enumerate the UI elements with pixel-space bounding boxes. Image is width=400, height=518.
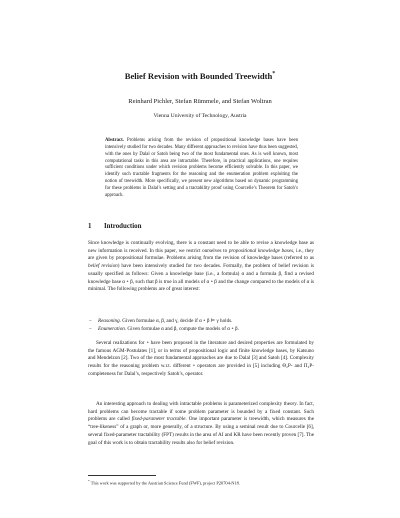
intro-paragraph-1 xyxy=(88,240,314,294)
intro-paragraph-2 xyxy=(88,340,314,379)
p1-text-c: , i.e., they are given by propositional formulae. Problems arising from the revision of knowledge bases (referred to as xyxy=(88,247,315,262)
footnote-mark: * xyxy=(88,479,90,483)
p2-text: Several realizations for ∘ have been proposed in the literature and desired properties are formulated by the famous AGM-Postulates [1], or in terms of propositional logic and finite knowledge bases, by Katsuno and Mendelzon [2]. Two of the most fundamental approaches are due to Dalal [3] and Satoh [4]. Complexity results for the reasoning problem w.r.t. different ∘ operators are provided in [5] including Θ₂P- and Π₂P-completeness for Dalal’s, respectively Satoh’s, operator. xyxy=(88,340,314,377)
title-footnote-mark: * xyxy=(272,71,276,77)
footnote-text: This work was supported by the Austrian Science Fund (FWF), project P20704-N18. xyxy=(89,480,240,486)
list-item-reasoning xyxy=(88,318,314,326)
bullet-dash: – xyxy=(89,318,92,324)
abstract xyxy=(105,138,298,200)
problem-list xyxy=(88,318,314,333)
affiliation: Vienna University of Technology, Austria xyxy=(153,113,247,119)
author-list: Reinhard Pichler, Stefan Rümmele, and Stefan Woltran xyxy=(128,98,272,105)
section-title: Introduction xyxy=(104,223,142,230)
p3-emph-fpt: fixed-parameter tractable xyxy=(131,416,186,423)
p1-text-e: ) have been intensively studied for two decades. Formally, the problem of belief revision is usually specified as follows: Given a knowledge base (i.e., a formula) α and a formula β, find a revised knowledge base α ∘ β, such that β is true in all models of α ∘ β and the change compared to the models of α is minimal. The following problems are of great interest: xyxy=(88,263,315,293)
section-heading xyxy=(88,222,141,231)
p3-text-a: An interesting approach to dealing with intractable problems is parameterized complexity theory. In fact, hard problems can become tractable if some problem parameter is bounded by a fixed constant. Such problems are called xyxy=(88,401,314,423)
intro-paragraph-3 xyxy=(88,401,314,447)
abstract-text: Problems arising from the revision of propositional knowledge bases have been intensively studied for two decades. Many different approaches to revision have thus been suggested, with the ones by Dalal or Satoh being two of the most fundamental ones. As is well known, most computational tasks in this area are intractable. Therefore, in practical applications, one requires sufficient conditions under which revision problems become efficiently solvable. In this paper, we identify such tractable fragments for the reasoning and the enumeration problem exploiting the notion of treewidth. More specifically, we present new algorithms based on dynamic programming for these problems in Dalal’s setting and a tractability proof using Courcelle’s Theorem for Satoh’s approach. xyxy=(105,138,298,198)
list-item-label: Enumeration. xyxy=(98,325,127,332)
footnote-divider xyxy=(88,475,156,476)
list-item-enumeration xyxy=(88,326,314,334)
p1-emph-belief-revision: belief revision xyxy=(88,263,118,270)
bullet-dash: – xyxy=(89,325,92,332)
p3-text-c: . One important parameter is treewidth, which measures the “tree-likeness” of a graph or, more generally, of a structure. By using a seminal result due to Courcelle [6], several fixed-parameter tractability (FPT) results in the area of AI and KR have been recently proven [7]. The goal of this work is to obtain tractability results also for belief revision. xyxy=(88,416,314,446)
list-item-text: Given formulae α, β, and γ, decide if α ∘ β ⊨ γ holds. xyxy=(121,318,233,324)
footnote xyxy=(88,478,314,486)
p1-emph-propositional: propositional knowledge bases xyxy=(228,247,294,254)
section-number: 1 xyxy=(88,223,92,230)
list-item-text: Given formulae α and β, compute the models of α ∘ β. xyxy=(126,325,239,332)
list-item-label: Reasoning. xyxy=(98,318,121,324)
paper-title xyxy=(0,69,400,82)
abstract-label: Abstract. xyxy=(105,138,124,143)
p1-text-a: Since knowledge is continually evolving, there is a constant need to be able to revise a knowledge base as new information is received. In this paper, we restrict ourselves to xyxy=(88,240,314,254)
title-text: Belief Revision with Bounded Treewidth xyxy=(124,70,273,81)
